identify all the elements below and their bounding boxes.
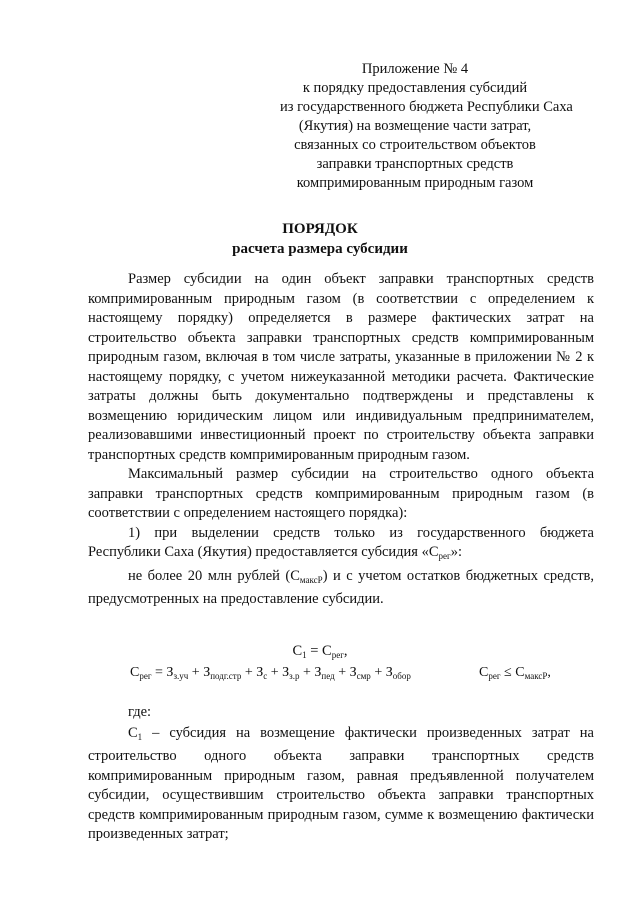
formula-symbol: + З bbox=[334, 665, 357, 680]
formula-symbol: + З bbox=[188, 665, 211, 680]
formula-symbol: = З bbox=[151, 665, 174, 680]
formula-symbol: , bbox=[343, 643, 348, 659]
subscript: з.уч bbox=[173, 671, 189, 681]
subscript: рег bbox=[331, 650, 344, 660]
document-subtitle: расчета размера субсидии bbox=[232, 241, 408, 257]
subscript: рег bbox=[438, 551, 451, 561]
subscript: рег bbox=[488, 671, 501, 681]
subscript: рег bbox=[139, 671, 152, 681]
subscript: максР bbox=[524, 671, 548, 681]
subscript: 1 bbox=[302, 650, 307, 660]
subscript: обор bbox=[392, 671, 411, 681]
formula-symbol: С bbox=[479, 665, 489, 680]
annex-line: Приложение № 4 bbox=[361, 61, 469, 77]
document-body bbox=[88, 270, 594, 610]
definitions bbox=[88, 703, 594, 845]
definition-c1 bbox=[88, 724, 594, 845]
formula-constraint bbox=[479, 665, 551, 681]
formula-symbol: ≤ С bbox=[500, 665, 525, 680]
subscript: подг.стр bbox=[210, 671, 242, 681]
paragraph: Размер субсидии на один объект заправки транспортных средств компримированным природным газом (в соответствии с определением к настоящему порядку) определяется в размере фактических затрат на строительство объекта заправки транспортных средств компримированным природным газом, включая в том числе затраты, указанные в приложении № 2 к настоящему порядку, с учетом нижеуказанной методики расчета. Фактические затраты должны быть документально подтверждены и представлены к возмещению юридическим лицом или индивидуальным предпринимателем, реализовавшими инвестиционный проект по строительству объекта заправки транспортных средств компримированным природным газом. bbox=[88, 271, 594, 463]
paragraph-text: ) и с учетом остатков бюджетных средств, предусмотренных на предоставление субсидии. bbox=[88, 567, 594, 607]
formula-symbol: С bbox=[128, 724, 138, 741]
paragraph: Максимальный размер субсидии на строительство одного объекта заправки транспортных средств компримированным природным газом (в соответствии с определением настоящего порядка): bbox=[88, 466, 594, 521]
annex-line: к порядку предоставления субсидий bbox=[302, 80, 528, 96]
subscript: с bbox=[263, 671, 268, 681]
subscript: максР bbox=[299, 574, 323, 585]
definition-text: – субсидия на возмещение фактически произведенных затрат на строительство одного объекта заправки транспортных средств компримированным природным газом, равная предъявленной получателем субсидии, осуществившим строительство объекта заправки транспортных средств компримированным природным газом, сумме к возмещению фактически произведенных затрат; bbox=[88, 724, 594, 842]
subscript: 1 bbox=[137, 731, 143, 742]
formula-creg bbox=[130, 665, 411, 681]
formula-symbol: + З bbox=[267, 665, 290, 680]
annex-line: из государственного бюджета Республики Саха bbox=[280, 99, 573, 115]
paragraph-text: 1) при выделении средств только из государственного бюджета Республики Саха (Якутия) предоставляется субсидия «С bbox=[88, 524, 594, 560]
paragraph-text: »: bbox=[450, 544, 462, 560]
annex-line: компримированным природным газом bbox=[296, 175, 534, 191]
formula-c1 bbox=[0, 643, 640, 660]
annex-header bbox=[280, 60, 573, 193]
formula-symbol: С bbox=[130, 665, 140, 680]
subscript: смр bbox=[356, 671, 371, 681]
annex-line: (Якутия) на возмещение части затрат, bbox=[298, 118, 532, 134]
paragraph bbox=[88, 524, 594, 567]
subscript: з.р bbox=[289, 671, 300, 681]
formula-symbol: С bbox=[292, 643, 303, 659]
formula-symbol: + З bbox=[299, 665, 322, 680]
formula-symbol: + З bbox=[370, 665, 393, 680]
formula-symbol: , bbox=[547, 665, 551, 680]
document-title: ПОРЯДОК bbox=[282, 221, 358, 237]
paragraph bbox=[88, 567, 594, 610]
annex-line: связанных со строительством объектов bbox=[294, 137, 536, 153]
subscript: пед bbox=[321, 671, 335, 681]
annex-line: заправки транспортных средств bbox=[316, 156, 514, 172]
where-label: где: bbox=[128, 704, 152, 720]
formula-symbol: = С bbox=[306, 643, 332, 659]
formula-symbol: + З bbox=[241, 665, 264, 680]
paragraph-text: не более 20 млн рублей (С bbox=[128, 567, 300, 584]
